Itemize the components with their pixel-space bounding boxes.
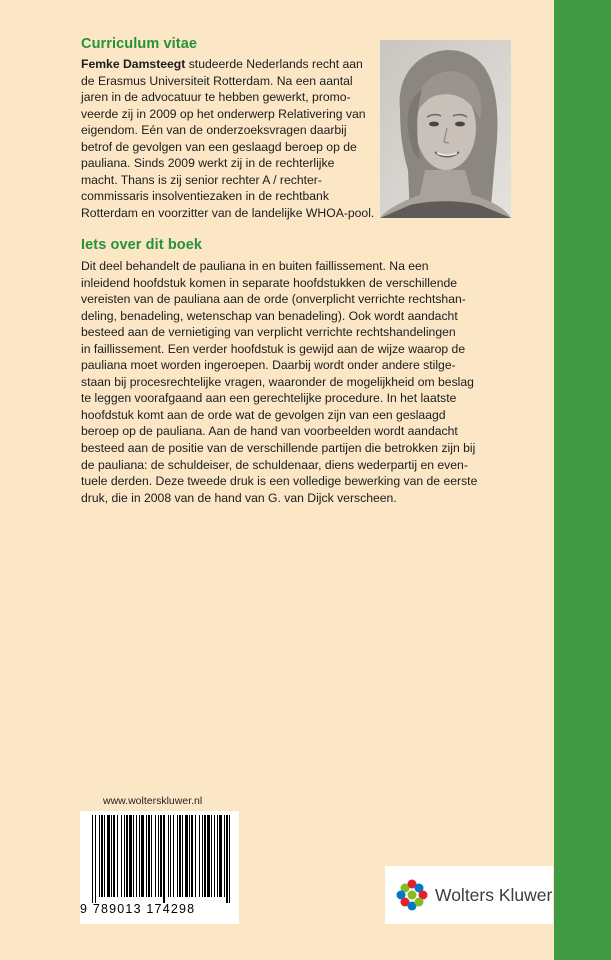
barcode-bar [214, 815, 215, 897]
barcode-bar [163, 815, 165, 903]
barcode-bar [199, 815, 200, 897]
barcode-bar [136, 815, 137, 897]
barcode-bar [217, 815, 218, 897]
barcode-bar [229, 815, 230, 903]
book-line: beroep op de pauliana. Aan de hand van voorbeelden wordt aandacht [81, 424, 458, 439]
barcode-bar [226, 815, 228, 903]
barcode-bar [146, 815, 147, 897]
barcode-bar [107, 815, 110, 897]
cv-heading: Curriculum vitae [81, 36, 198, 52]
barcode-bar [191, 815, 193, 897]
cv-line: Rotterdam en voorzitter van de landelijke WHOA-pool. [81, 205, 375, 220]
book-line: tuele derden. Deze tweede druk is een volledige bewerking van de eerste [81, 474, 478, 489]
barcode-bar [124, 815, 125, 897]
wolters-kluwer-logo [385, 866, 553, 924]
cv-line: jaren in de advocatuur te hebben gewerkt, promo- [81, 90, 351, 105]
barcode-bar [189, 815, 190, 897]
book-line: hoofdstuk komt aan de orde wat de gevolgen zijn van een geslaagd [81, 407, 446, 422]
author-portrait [380, 40, 511, 218]
book-line: de pauliana: de schuldeiser, de schuldenaar, diens wederpartij en even- [81, 457, 468, 472]
barcode-bar [99, 815, 100, 897]
barcode-bar [160, 815, 162, 897]
barcode-bar [207, 815, 210, 897]
barcode-bar [111, 815, 112, 897]
author-name: Femke Damsteegt [81, 57, 186, 71]
barcode-bar [113, 815, 115, 897]
green-spine-strip [554, 0, 611, 960]
book-heading: Iets over dit boek [81, 237, 203, 253]
barcode-bar [121, 815, 122, 897]
barcode-bar [129, 815, 132, 897]
barcode-bar [104, 815, 105, 897]
cv-line: macht. Thans is zij senior rechter A / rechter- [81, 172, 322, 187]
barcode-bar [92, 815, 93, 903]
barcode-bar [185, 815, 188, 897]
publisher-name: Wolters Kluwer [435, 884, 553, 905]
book-line: druk, die in 2008 van de hand van G. van Dijck verscheen. [81, 490, 397, 505]
book-line: besteed aan de vernietiging van verplicht verrichte rechtshandelingen [81, 325, 456, 340]
barcode-bar [95, 815, 96, 903]
barcode-bar [182, 815, 183, 897]
book-line: vereisten van de pauliana aan de orde (onverplicht verrichte rechtshan- [81, 292, 466, 307]
barcode-bar [155, 815, 156, 897]
book-line: Dit deel behandelt de pauliana in en buiten faillissement. Na een [81, 259, 429, 273]
isbn-digits: 9 789013 174298 [80, 902, 196, 916]
cv-text [81, 56, 377, 221]
isbn-barcode [80, 811, 239, 924]
cv-line: eigendom. Eén van de onderzoeksvragen daarbij [81, 123, 347, 138]
barcode-bar [158, 815, 159, 897]
barcode-bar [139, 815, 140, 897]
book-line: te leggen voorafgaand aan een gerechtelijke procedure. In het laatste [81, 391, 457, 406]
barcode-bar [202, 815, 203, 897]
cv-line: pauliana. Sinds 2009 werkt zij in de rechterlijke [81, 156, 335, 171]
barcode-bar [211, 815, 212, 897]
publisher-url: www.wolterskluwer.nl [103, 795, 203, 807]
book-line: deling, benadeling, wetenschap van benadeling). Ook wordt aandacht [81, 308, 458, 323]
barcode-bar [141, 815, 144, 897]
barcode-bar [133, 815, 134, 897]
barcode-bar [151, 815, 152, 897]
cv-line: betrof de gevolgen van een geslaagd beroep op de [81, 139, 357, 154]
cv-line: studeerde Nederlands recht aan [185, 57, 363, 71]
book-description [81, 258, 547, 506]
wolters-kluwer-logo-icon [395, 878, 429, 912]
barcode-bar [179, 815, 181, 897]
barcode-bar [168, 815, 169, 897]
book-line: in faillissement. Een verder hoofdstuk is gewijd aan de wijze waarop de [81, 341, 466, 356]
cv-line: de Erasmus Universiteit Rotterdam. Na een aantal [81, 73, 353, 88]
barcode-bars [80, 811, 239, 903]
book-line: inleidend hoofdstuk komen in separate hoofdstukken de verschillende [81, 275, 458, 290]
book-line: besteed aan de positie van de verschillende partijen die betrokken zijn bij [81, 441, 476, 456]
author-portrait-drawing [380, 40, 511, 218]
cv-line: commissaris insolventiezaken in de rechtbank [81, 189, 329, 204]
barcode-bar [173, 815, 174, 897]
book-line: pauliana moet worden ingeroepen. Daarbij wordt onder andere stilge- [81, 358, 456, 373]
barcode-bar [170, 815, 171, 897]
cv-line: veerde zij in 2009 op het onderwerp Relativering van [81, 106, 366, 121]
barcode-bar [117, 815, 118, 897]
barcode-bar [224, 815, 225, 897]
barcode-bar [126, 815, 128, 897]
barcode-bar [101, 815, 103, 897]
barcode-bar [204, 815, 206, 897]
book-line: staan bij procesrechtelijke vragen, waaronder de mogelijkheid om beslag [81, 374, 474, 389]
barcode-bar [219, 815, 222, 897]
barcode-bar [148, 815, 150, 897]
barcode-bar [195, 815, 196, 897]
barcode-bar [177, 815, 178, 897]
